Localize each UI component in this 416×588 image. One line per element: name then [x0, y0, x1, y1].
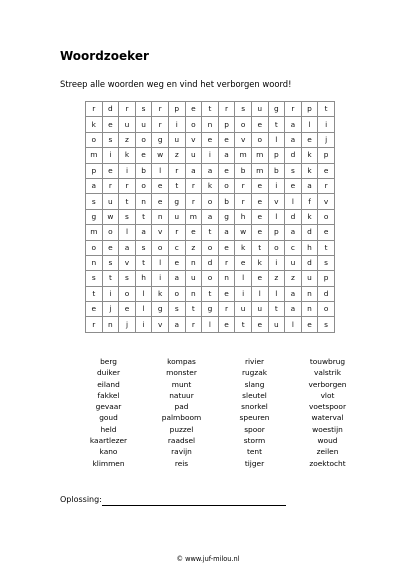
grid-cell[interactable]: b: [135, 163, 152, 178]
word-list-item: voetspoor: [309, 402, 346, 412]
grid-cell[interactable]: h: [135, 271, 152, 286]
grid-cell[interactable]: t: [202, 225, 219, 240]
grid-cell[interactable]: t: [86, 286, 103, 301]
word-list-item: zoektocht: [309, 458, 346, 468]
grid-cell[interactable]: n: [135, 194, 152, 209]
grid-cell[interactable]: e: [102, 117, 119, 132]
grid-cell[interactable]: m: [86, 148, 103, 163]
grid-cell[interactable]: j: [102, 302, 119, 317]
grid-cell[interactable]: e: [152, 178, 169, 193]
grid-cell[interactable]: j: [119, 317, 136, 332]
grid-cell[interactable]: e: [218, 132, 235, 147]
grid-cell[interactable]: o: [202, 240, 219, 255]
word-list-item: slang: [244, 379, 265, 389]
grid-cell[interactable]: o: [119, 286, 136, 301]
grid-cell[interactable]: e: [218, 286, 235, 301]
grid-row: [86, 178, 335, 193]
grid-row: [86, 209, 335, 224]
grid-cell[interactable]: u: [168, 132, 185, 147]
grid-cell[interactable]: e: [202, 132, 219, 147]
grid-cell[interactable]: l: [251, 286, 268, 301]
word-list-item: monster: [166, 368, 197, 378]
grid-cell[interactable]: s: [135, 240, 152, 255]
grid-cell[interactable]: v: [119, 255, 136, 270]
grid-cell[interactable]: r: [218, 302, 235, 317]
grid-cell[interactable]: a: [285, 286, 302, 301]
grid-cell[interactable]: l: [152, 163, 169, 178]
grid-cell[interactable]: o: [318, 209, 335, 224]
grid-cell[interactable]: n: [301, 286, 318, 301]
grid-cell[interactable]: e: [218, 163, 235, 178]
grid-cell[interactable]: l: [135, 302, 152, 317]
page-title: Woordzoeker: [60, 49, 149, 63]
grid-cell[interactable]: t: [268, 302, 285, 317]
grid-cell[interactable]: r: [185, 194, 202, 209]
word-list-item: duiker: [96, 368, 121, 378]
grid-cell[interactable]: u: [185, 271, 202, 286]
grid-cell[interactable]: d: [301, 225, 318, 240]
word-list-item: reis: [174, 458, 189, 468]
grid-cell[interactable]: c: [285, 240, 302, 255]
grid-cell[interactable]: s: [119, 271, 136, 286]
word-list-item: touwbrug: [309, 357, 346, 366]
grid-cell[interactable]: u: [251, 102, 268, 117]
grid-cell[interactable]: r: [218, 102, 235, 117]
grid-cell[interactable]: s: [318, 317, 335, 332]
grid-cell[interactable]: u: [119, 117, 136, 132]
grid-cell[interactable]: e: [301, 132, 318, 147]
word-list-item: pad: [174, 402, 189, 412]
grid-cell[interactable]: a: [86, 178, 103, 193]
grid-cell[interactable]: e: [251, 225, 268, 240]
grid-cell[interactable]: s: [119, 209, 136, 224]
grid-cell[interactable]: r: [185, 178, 202, 193]
word-list-item: kaartlezer: [89, 436, 128, 446]
grid-cell[interactable]: u: [135, 117, 152, 132]
grid-cell[interactable]: o: [86, 132, 103, 147]
word-list-item: klimmen: [92, 458, 125, 468]
word-list-item: gevaar: [95, 402, 122, 412]
grid-cell[interactable]: r: [119, 102, 136, 117]
grid-cell[interactable]: e: [102, 163, 119, 178]
grid-cell[interactable]: r: [235, 178, 252, 193]
grid-cell[interactable]: a: [168, 271, 185, 286]
grid-cell[interactable]: z: [285, 271, 302, 286]
grid-cell[interactable]: l: [268, 286, 285, 301]
grid-cell[interactable]: u: [285, 255, 302, 270]
grid-cell[interactable]: b: [268, 163, 285, 178]
grid-cell[interactable]: t: [202, 286, 219, 301]
grid-cell[interactable]: r: [86, 102, 103, 117]
word-list-item: raadsel: [167, 436, 196, 446]
grid-cell[interactable]: z: [168, 148, 185, 163]
grid-cell[interactable]: e: [135, 148, 152, 163]
grid-cell[interactable]: i: [152, 271, 169, 286]
word-list-item: ravijn: [171, 447, 192, 457]
grid-cell[interactable]: o: [268, 240, 285, 255]
grid-cell[interactable]: r: [86, 317, 103, 332]
grid-cell[interactable]: o: [218, 178, 235, 193]
grid-cell[interactable]: m: [185, 209, 202, 224]
grid-cell[interactable]: v: [152, 317, 169, 332]
grid-cell[interactable]: p: [86, 163, 103, 178]
word-list-item: eiland: [97, 379, 120, 389]
grid-cell[interactable]: w: [152, 148, 169, 163]
grid-row: [86, 255, 335, 270]
grid-cell[interactable]: d: [202, 255, 219, 270]
grid-cell[interactable]: o: [135, 178, 152, 193]
grid-cell[interactable]: o: [251, 132, 268, 147]
grid-cell[interactable]: n: [202, 117, 219, 132]
grid-cell[interactable]: n: [218, 271, 235, 286]
grid-cell[interactable]: s: [318, 255, 335, 270]
grid-cell[interactable]: e: [251, 271, 268, 286]
footer-copyright: © www.juf-milou.nl: [176, 555, 240, 563]
grid-cell[interactable]: n: [185, 286, 202, 301]
grid-cell[interactable]: w: [235, 225, 252, 240]
grid-cell[interactable]: s: [86, 271, 103, 286]
grid-cell[interactable]: g: [152, 132, 169, 147]
grid-cell[interactable]: l: [285, 194, 302, 209]
grid-cell[interactable]: a: [202, 209, 219, 224]
grid-cell[interactable]: p: [318, 271, 335, 286]
grid-cell[interactable]: o: [235, 117, 252, 132]
word-list-item: held: [100, 424, 117, 434]
grid-cell[interactable]: i: [119, 163, 136, 178]
grid-cell[interactable]: u: [168, 209, 185, 224]
word-list: [72, 356, 364, 469]
grid-cell[interactable]: r: [235, 194, 252, 209]
grid-cell[interactable]: e: [318, 163, 335, 178]
grid-cell[interactable]: i: [102, 148, 119, 163]
grid-cell[interactable]: d: [102, 102, 119, 117]
grid-cell[interactable]: g: [86, 209, 103, 224]
grid-cell[interactable]: p: [218, 117, 235, 132]
word-list-item: natuur: [169, 390, 194, 400]
grid-row: [86, 117, 335, 132]
word-list-item: puzzel: [169, 424, 194, 434]
grid-cell[interactable]: u: [268, 317, 285, 332]
grid-cell[interactable]: e: [251, 178, 268, 193]
grid-cell[interactable]: n: [301, 302, 318, 317]
grid-cell[interactable]: u: [301, 271, 318, 286]
grid-cell[interactable]: i: [102, 286, 119, 301]
grid-cell[interactable]: a: [285, 302, 302, 317]
grid-cell[interactable]: k: [152, 286, 169, 301]
grid-cell[interactable]: v: [318, 194, 335, 209]
grid-cell[interactable]: p: [268, 148, 285, 163]
grid-cell[interactable]: m: [86, 225, 103, 240]
instruction-text: Streep alle woorden weg en vind het verborgen woord!: [60, 79, 292, 89]
grid-cell[interactable]: v: [235, 132, 252, 147]
grid-cell[interactable]: k: [251, 255, 268, 270]
word-list-item: storm: [243, 436, 266, 446]
grid-cell[interactable]: u: [235, 302, 252, 317]
grid-cell[interactable]: t: [318, 102, 335, 117]
grid-cell[interactable]: l: [268, 209, 285, 224]
grid-cell[interactable]: e: [285, 178, 302, 193]
grid-cell[interactable]: e: [235, 255, 252, 270]
grid-row: [86, 132, 335, 147]
word-list-item: spoor: [244, 424, 265, 434]
grid-cell[interactable]: d: [285, 209, 302, 224]
word-list-item: speuren: [239, 413, 270, 423]
grid-cell[interactable]: l: [135, 286, 152, 301]
grid-cell[interactable]: a: [218, 148, 235, 163]
grid-cell[interactable]: r: [152, 117, 169, 132]
grid-cell[interactable]: t: [202, 102, 219, 117]
grid-cell[interactable]: w: [102, 209, 119, 224]
grid-cell[interactable]: g: [268, 102, 285, 117]
grid-cell[interactable]: e: [251, 209, 268, 224]
grid-cell[interactable]: g: [168, 194, 185, 209]
grid-cell[interactable]: d: [285, 148, 302, 163]
grid-cell[interactable]: e: [102, 240, 119, 255]
grid-cell[interactable]: u: [185, 148, 202, 163]
grid-cell[interactable]: j: [318, 132, 335, 147]
grid-cell[interactable]: t: [235, 317, 252, 332]
word-list-item: palmboom: [161, 413, 202, 423]
grid-cell[interactable]: e: [251, 194, 268, 209]
grid-cell[interactable]: e: [251, 117, 268, 132]
grid-cell[interactable]: u: [102, 194, 119, 209]
word-list-item: tijger: [244, 458, 265, 468]
grid-cell[interactable]: e: [185, 225, 202, 240]
grid-row: [86, 163, 335, 178]
grid-cell[interactable]: g: [218, 209, 235, 224]
grid-cell[interactable]: a: [285, 117, 302, 132]
word-list-item: sleutel: [242, 390, 267, 400]
grid-cell[interactable]: l: [152, 255, 169, 270]
grid-row: [86, 102, 335, 117]
grid-cell[interactable]: l: [235, 271, 252, 286]
grid-cell[interactable]: a: [168, 317, 185, 332]
grid-cell[interactable]: n: [152, 209, 169, 224]
grid-cell[interactable]: s: [168, 302, 185, 317]
grid-cell[interactable]: k: [235, 240, 252, 255]
word-list-item: munt: [171, 379, 192, 389]
grid-cell[interactable]: v: [152, 225, 169, 240]
grid-cell[interactable]: i: [135, 317, 152, 332]
word-list-item: zeilen: [316, 447, 339, 457]
solution-area: [60, 494, 286, 506]
grid-cell[interactable]: t: [251, 240, 268, 255]
grid-cell[interactable]: r: [102, 178, 119, 193]
solution-answer-line[interactable]: [102, 497, 286, 506]
grid-cell[interactable]: u: [251, 302, 268, 317]
grid-cell[interactable]: k: [86, 117, 103, 132]
word-list-item: rugzak: [241, 368, 268, 378]
word-list-item: kano: [99, 447, 118, 457]
grid-cell[interactable]: i: [268, 255, 285, 270]
grid-cell[interactable]: m: [251, 148, 268, 163]
word-list-item: waterval: [311, 413, 344, 423]
grid-cell[interactable]: n: [185, 255, 202, 270]
word-search-grid: [85, 101, 335, 333]
grid-cell[interactable]: i: [168, 117, 185, 132]
grid-cell[interactable]: r: [168, 225, 185, 240]
grid-cell[interactable]: d: [318, 286, 335, 301]
grid-cell[interactable]: a: [135, 225, 152, 240]
grid-cell[interactable]: e: [218, 240, 235, 255]
grid-cell[interactable]: m: [251, 163, 268, 178]
grid-cell[interactable]: k: [301, 209, 318, 224]
grid-cell[interactable]: o: [202, 194, 219, 209]
word-list-item: verborgen: [308, 379, 347, 389]
grid-cell[interactable]: o: [318, 302, 335, 317]
grid-cell[interactable]: m: [235, 148, 252, 163]
grid-cell[interactable]: g: [202, 302, 219, 317]
word-list-item: berg: [100, 357, 117, 366]
grid-cell[interactable]: v: [185, 132, 202, 147]
grid-row: [86, 194, 335, 209]
grid-cell[interactable]: t: [268, 117, 285, 132]
grid-cell[interactable]: i: [202, 148, 219, 163]
grid-cell[interactable]: t: [119, 194, 136, 209]
grid-cell[interactable]: i: [268, 178, 285, 193]
grid-row: [86, 317, 335, 332]
grid-cell[interactable]: a: [301, 178, 318, 193]
grid-cell[interactable]: l: [119, 225, 136, 240]
grid-cell[interactable]: r: [218, 255, 235, 270]
grid-cell[interactable]: e: [86, 302, 103, 317]
grid-cell[interactable]: l: [301, 117, 318, 132]
grid-cell[interactable]: l: [202, 317, 219, 332]
word-list-item: rivier: [244, 357, 265, 366]
grid-cell[interactable]: r: [318, 178, 335, 193]
grid-cell[interactable]: s: [102, 255, 119, 270]
grid-row: [86, 286, 335, 301]
grid-row: [86, 225, 335, 240]
grid-cell[interactable]: d: [301, 255, 318, 270]
grid-cell[interactable]: a: [185, 163, 202, 178]
word-list-item: woud: [317, 436, 338, 446]
word-list-item: fakkel: [97, 390, 120, 400]
grid-cell[interactable]: b: [235, 163, 252, 178]
grid-cell[interactable]: s: [285, 163, 302, 178]
grid-cell[interactable]: e: [218, 317, 235, 332]
grid-cell[interactable]: s: [135, 102, 152, 117]
grid-cell[interactable]: r: [185, 317, 202, 332]
grid-cell[interactable]: f: [301, 194, 318, 209]
word-list-item: kompas: [167, 357, 196, 366]
grid-cell[interactable]: k: [119, 148, 136, 163]
grid-cell[interactable]: a: [202, 163, 219, 178]
word-list-item: snorkel: [241, 402, 268, 412]
grid-row: [86, 240, 335, 255]
grid-cell[interactable]: o: [202, 271, 219, 286]
grid-cell[interactable]: s: [86, 194, 103, 209]
grid-cell[interactable]: e: [301, 317, 318, 332]
grid-cell[interactable]: p: [168, 102, 185, 117]
grid-cell[interactable]: e: [119, 302, 136, 317]
grid-cell[interactable]: t: [135, 209, 152, 224]
grid-cell[interactable]: o: [86, 240, 103, 255]
grid-cell[interactable]: v: [268, 194, 285, 209]
grid-cell[interactable]: i: [318, 117, 335, 132]
grid-cell[interactable]: g: [152, 302, 169, 317]
grid-cell[interactable]: b: [218, 194, 235, 209]
grid-cell[interactable]: t: [168, 178, 185, 193]
grid-cell[interactable]: a: [285, 132, 302, 147]
grid-cell[interactable]: k: [202, 178, 219, 193]
grid-cell[interactable]: r: [152, 102, 169, 117]
grid-cell[interactable]: i: [235, 286, 252, 301]
grid-cell[interactable]: a: [119, 240, 136, 255]
grid-cell[interactable]: k: [301, 148, 318, 163]
grid-cell[interactable]: n: [102, 317, 119, 332]
word-list-item: valstrik: [313, 368, 342, 378]
grid-row: [86, 302, 335, 317]
grid-cell[interactable]: o: [135, 132, 152, 147]
word-list-item: tent: [246, 447, 263, 457]
grid-cell[interactable]: e: [168, 255, 185, 270]
solution-label: Oplossing:: [60, 495, 102, 504]
grid-cell[interactable]: h: [301, 240, 318, 255]
word-list-item: vlot: [320, 390, 335, 400]
grid-cell[interactable]: r: [285, 102, 302, 117]
grid-cell[interactable]: h: [235, 209, 252, 224]
grid-row: [86, 271, 335, 286]
grid-cell[interactable]: c: [168, 240, 185, 255]
grid-cell[interactable]: t: [185, 302, 202, 317]
grid-cell[interactable]: o: [152, 240, 169, 255]
grid-cell[interactable]: t: [135, 255, 152, 270]
grid-cell[interactable]: p: [301, 102, 318, 117]
grid-cell[interactable]: z: [268, 271, 285, 286]
grid-cell[interactable]: a: [218, 225, 235, 240]
grid-cell[interactable]: o: [168, 286, 185, 301]
grid-cell[interactable]: a: [285, 225, 302, 240]
grid-cell[interactable]: s: [102, 132, 119, 147]
grid-cell[interactable]: r: [119, 178, 136, 193]
grid-cell[interactable]: o: [185, 117, 202, 132]
word-list-item: woestijn: [312, 424, 343, 434]
grid-cell[interactable]: l: [268, 132, 285, 147]
word-list-item: goud: [99, 413, 118, 423]
grid-cell[interactable]: z: [185, 240, 202, 255]
grid-cell[interactable]: p: [318, 148, 335, 163]
grid-cell[interactable]: t: [102, 271, 119, 286]
grid-cell[interactable]: e: [318, 225, 335, 240]
grid-row: [86, 148, 335, 163]
grid-cell[interactable]: e: [185, 102, 202, 117]
grid-cell[interactable]: n: [86, 255, 103, 270]
grid-cell[interactable]: e: [152, 194, 169, 209]
grid-cell[interactable]: z: [119, 132, 136, 147]
grid-cell[interactable]: p: [268, 225, 285, 240]
grid-cell[interactable]: t: [318, 240, 335, 255]
grid-cell[interactable]: l: [285, 317, 302, 332]
grid-cell[interactable]: r: [168, 163, 185, 178]
grid-cell[interactable]: s: [235, 102, 252, 117]
grid-cell[interactable]: o: [102, 225, 119, 240]
grid-cell[interactable]: k: [301, 163, 318, 178]
grid-cell[interactable]: e: [251, 317, 268, 332]
